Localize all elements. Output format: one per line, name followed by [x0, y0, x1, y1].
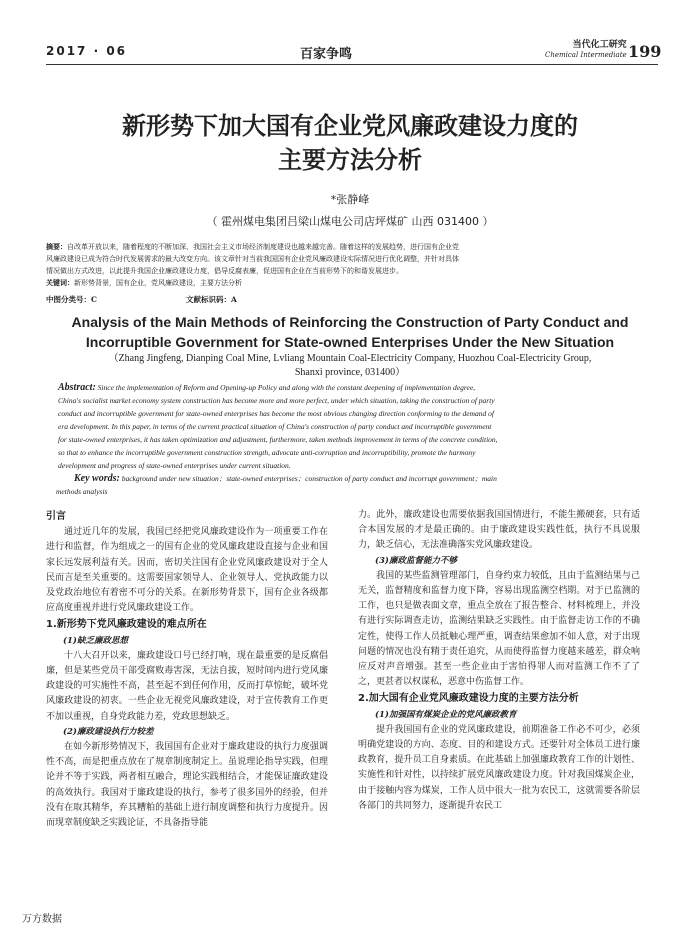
- abstract-en-label: Abstract: [58, 382, 93, 393]
- journal-name-en: Chemical Intermediate: [545, 51, 627, 59]
- abstract-en-line: conduct and incorruptible government for state-owned enterprises has become the most obvious changing direction conforming to the demand of: [58, 409, 494, 418]
- intro-heading: 引言: [46, 511, 66, 522]
- abstract-en-line: era development. In this paper, in terms of the current practical situation of China's construction of party conduct and incorruptible government: [58, 422, 492, 431]
- subsection-heading: (3)廉政监督能力不够: [375, 555, 457, 566]
- affiliation: （ 霍州煤电集团吕梁山煤电公司店坪煤矿 山西 031400 ）: [206, 215, 494, 228]
- body-left-column: [46, 508, 328, 831]
- body-right-column: [358, 508, 640, 814]
- keywords-en: background under new situation；state-owned enterprises；construction of party conduct and incorrupt government；main: [121, 474, 497, 483]
- header-divider: [46, 64, 658, 65]
- keywords-en-label: Key words: [74, 473, 117, 484]
- issue-label: 2017 · 06: [46, 44, 128, 58]
- abstract-line: 情况做出方式改进，以此提升我国企业廉政建设力度，倡导反腐表廉，促进国有企业在当前形势下的和谐发展进步。: [46, 267, 403, 275]
- title-cn-line-1: 新形势下加大国有企业党风廉政建设力度的: [122, 112, 578, 140]
- section-heading: 2.加大国有企业党风廉政建设力度的主要方法分析: [358, 693, 579, 705]
- keywords-label: 关键词：: [46, 278, 74, 287]
- abstract-en-line: development and progress of state-owned enterprises under current situation.: [58, 461, 291, 470]
- section-label: 百家争鸣: [300, 47, 353, 62]
- title-en-line-1: Analysis of the Main Methods of Reinforcing the Construction of Party Conduct and: [71, 314, 629, 330]
- classification-row: [46, 294, 237, 305]
- affiliation-en-line: Shanxi province, 031400）: [294, 367, 406, 378]
- clc-value: C: [91, 295, 97, 304]
- abstract-cn: [46, 241, 658, 289]
- journal-name-cn: 当代化工研究: [572, 40, 627, 50]
- title-cn-line-2: 主要方法分析: [278, 146, 422, 174]
- abstract-line: 自改革开放以来，随着程度的不断加深、我国社会主义市场经济制度建设也越来越完善。随着这样的发展趋势，进行国有企业党: [67, 243, 459, 251]
- paragraph: 力。此外，廉政建设也需要依据我国国情进行，不能生搬硬套，只有适合本国发展的才是最正确的。由于廉政建设实践性低，执行不具说服力，缺乏信心，无法准确落实党风廉政建设。: [358, 510, 640, 551]
- author: *张静峰: [330, 193, 370, 206]
- subsection-heading: (1)加强国有煤炭企业的党风廉政教育: [375, 709, 517, 720]
- abstract-en-line: China's socialist market economy system construction has become more and more perfect, under which situation, taking the construction of party: [58, 396, 495, 405]
- affiliation-en: [50, 352, 650, 380]
- abstract-en-line: Since the implementation of Reform and Opening-up Policy and along with the constant deepening of implementation degree,: [97, 383, 476, 392]
- paragraph: 在如今新形势情况下，我国国有企业对于廉政建设的执行力度强调性不高，而是把重点放在了规章制度制定上。虽说理论指导实践，但理论并不等于实践，两者相互融合，理论实践相结合，才能保证廉政建设的高效执行。我国对于廉政建设的执行，参考了很多国外的经验，但并没有在取其精华，弃其糟粕的基础上进行制度调整和执行力度提升。因而现章制度缺乏实践论证，不具备指导能: [46, 742, 328, 829]
- section-heading: 1.新形势下党风廉政建设的难点所在: [46, 619, 207, 631]
- abstract-en: Abstract: Since the implementation of Reform and Opening-up Policy and along with the constant deepening of implementation degree, China's socialist market economy system construction has become more and more perfect, under which situation, taking the construction of party conduct and incorruptible government for state-owned enterprises has become the most obvious changing direction conforming to the demand of era development. In this paper, in terms of the current practical situation of China's construction of party conduct and incorruptible government for state-owned enterprises, it has taken optimization and adjustment, furthermore, taken methods improvement in terms of the concrete condition, so that to enhance the incorruptible government construction strength, advocate anti-corruption and incorruptibility, promote the harmony development and progress of state-owned enterprises under current situation. Key words: background under new situation；state-owned enterprises；construction of party conduct and incorrupt government；main methods analysis: [58, 381, 658, 498]
- paragraph: 十八大召开以来，廉政建设口号已经打响，现在最重要的是反腐倡廉，但是某些党员干部受腐败毒害深，无法自拔，短时间内进行党风廉政建设的可实施性不高，甚至起不到任何作用，反而打草惊蛇，破坏党风廉政建设的初衷。一些企业无视党风廉政建设，对于宣传教育工作更不加以重视，自身党政能力差，党政思想缺乏。: [46, 650, 328, 722]
- abstract-en-line: so that to enhance the incorruptible government construction strength, advocate anti-corruption and incorruptibility, promote the harmony: [58, 448, 476, 457]
- paragraph: 提升我国国有企业的党风廉政建设，前期准备工作必不可少，必须明确党建设的方向、态度、目的和建设方式。还要针对全体员工进行廉政教育，提升员工自身素质。在此基础上加强廉政教育工作的计划性、实施性和针对性，以持续扩展党风廉政建设力度。针对我国煤炭企业，由于接触内容为煤炭，工作人员中很大一批为农民工，这就需要各阶层各部门的共同努力，逐渐提升农民工: [358, 724, 640, 811]
- paragraph: 我国的某些监测管理部门，自身约束力较低，且由于监测结果与己无关，监督精度和监督力度下降，容易出现监测空档期。对于已监测的工作，也只是做表面文章，重点全放在了报告整合、材料梳理上，并没有进行实际调查走访，监测结果缺乏实践性。由于监督走访工作的不确定性，使得工作人员抵触心理严重，调查结果愈加不如人意，对于出现问题的情况也没有精于责任追究，从而使得监督力度越来越差，群众响应反对声音增强。甚至一些企业由于害怕得罪人而对监测工作不了了之，更甚者以权谋私，恶意中伤监督工作。: [358, 570, 640, 688]
- title-en-line-2: Incorruptible Government for State-owned Enterprises Under the New Situation: [85, 334, 615, 350]
- affiliation-en-line: （Zhang Jingfeng, Dianping Coal Mine, Lvliang Mountain Coal-Electricity Company, Huozhou Coal-Electricity Group,: [108, 353, 592, 364]
- paragraph: 通过近几年的发展，我国已经把党风廉政建设作为一项重要工作在进行和监督，作为组成之一的国有企业的党风廉政建设直接与企业和国家长远发展利益有关。因而，密切关注国有企业党风廉政建设对于全人民而言是至关重要的。这需要国家领导人、企业领导人、党执政能力以及党政治地位有着密不可分的关系。在新形势背景下，国有企业各级都应高度重视并进行党风廉政建设工作。: [46, 527, 328, 614]
- abstract-label: 摘要：: [46, 242, 67, 251]
- keywords: 新形势背景，国有企业，党风廉政建设，主要方法分析: [74, 279, 242, 287]
- journal-brand: [545, 40, 627, 60]
- page-number: 199: [628, 42, 662, 61]
- clc-label: 中图分类号：: [46, 295, 91, 304]
- abstract-en-line: for state-owned enterprises, it has taken optimization and adjustment, furthermore, taken methods improvement in terms of the concrete condition,: [58, 435, 498, 444]
- doc-code-value: A: [231, 295, 237, 304]
- subsection-heading: (1)缺乏廉政思想: [63, 635, 128, 646]
- subsection-heading: (2)廉政建设执行力较差: [63, 726, 154, 737]
- abstract-line: 风廉政建设已成为符合时代发展需求的最大改变方向。该文章针对当前我国国有企业党风廉政建设实际情况进行优化调整，并针对具体: [46, 255, 459, 263]
- footer-watermark: 万方数据: [22, 914, 62, 925]
- keywords-en-cont: methods analysis: [56, 487, 108, 496]
- doc-code-label: 文献标识码：: [186, 295, 231, 304]
